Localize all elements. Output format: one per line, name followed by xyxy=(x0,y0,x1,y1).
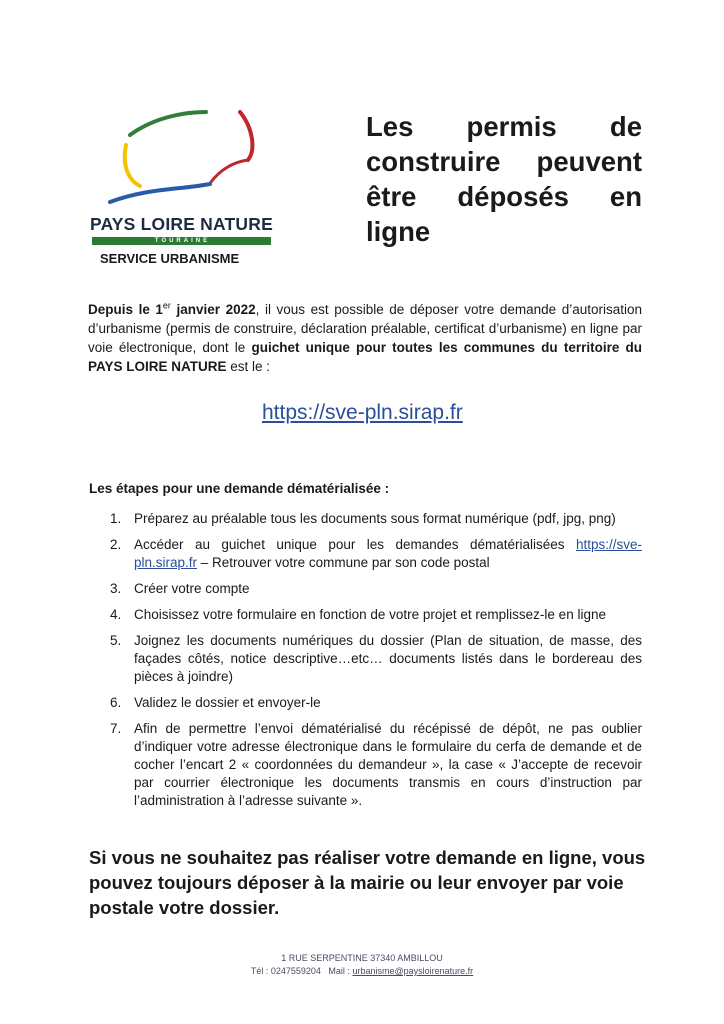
title-line: construire peuvent xyxy=(366,146,642,177)
logo-blue-swoosh xyxy=(110,184,210,202)
footer-address: 1 RUE SERPENTINE 37340 AMBILLOU xyxy=(281,953,443,963)
step-text: Joignez les documents numériques du dossier (Plan de situation, de masse, des façades côtés, notice descriptive…etc… documents listés dans le bordereau des pièces à joindre) xyxy=(134,633,642,684)
step-text: Accéder au guichet unique pour les demandes dématérialisées xyxy=(134,537,576,552)
footer-mail-link[interactable]: urbanisme@paysloirenature.fr xyxy=(352,966,474,976)
step-text: Validez le dossier et envoyer-le xyxy=(134,695,321,710)
step-number: 7. xyxy=(110,721,122,736)
step-number: 1. xyxy=(110,511,122,526)
steps-heading: Les étapes pour une demande dématérialisée : xyxy=(89,481,390,496)
step-number: 5. xyxy=(110,633,122,648)
intro-date-sup: er xyxy=(162,300,171,311)
intro-date-start: Depuis le 1 xyxy=(88,302,163,317)
step-text: Afin de permettre l’envoi dématérialisé du récépissé de dépôt, ne pas oublier d’indiquer votre adresse électronique dans le formulaire du cerfa de demande et de cocher l’encart 2 « coordonnées du demandeur », la case « J’accepte de recevoir par courrier électronique les documents transmis en cours d’instruction par l’administration à l’adresse suivante ». xyxy=(134,721,642,808)
step-number: 6. xyxy=(110,695,122,710)
step-text: – Retrouver votre commune par son code postal xyxy=(197,555,490,570)
intro-text: , il vous est possible de déposer votre demande d’autorisation d’urbanisme (permis de construire, déclaration préalable, certificat d’urbanisme) en ligne par voie électronique, dont le xyxy=(88,302,642,355)
logo-red-swoosh xyxy=(240,112,252,160)
intro-text-end: est le : xyxy=(226,359,271,374)
step-item xyxy=(110,510,642,528)
guichet-link[interactable]: https://sve-pln.sirap.fr xyxy=(262,401,463,424)
step-number: 3. xyxy=(110,581,122,596)
steps-list xyxy=(110,510,642,818)
footer-phone: Tél : 0247559204 xyxy=(250,966,321,976)
logo-name: PAYS LOIRE NATURE xyxy=(90,214,273,234)
intro-guichet: guichet unique pour toutes les communes du territoire du PAYS LOIRE NATURE xyxy=(88,340,642,374)
step-item xyxy=(110,580,642,598)
step-item xyxy=(110,694,642,712)
footer-contact xyxy=(0,965,724,978)
title-line: Les permis de xyxy=(366,111,642,142)
logo-green-swoosh xyxy=(130,112,206,135)
step-text: Créer votre compte xyxy=(134,581,250,596)
intro-paragraph xyxy=(88,300,642,376)
logo-red-swoosh-2 xyxy=(211,160,248,182)
step-item xyxy=(110,632,642,686)
step-item xyxy=(110,536,642,572)
closing-statement: Si vous ne souhaitez pas réaliser votre demande en ligne, vous pouvez toujours déposer à la mairie ou leur envoyer par voie postale votre dossier. xyxy=(89,847,646,918)
step-number: 4. xyxy=(110,607,122,622)
logo-mark-icon xyxy=(108,110,258,210)
step-item xyxy=(110,720,642,810)
logo-subtitle: TOURAINE xyxy=(154,238,211,244)
pays-loire-nature-logo xyxy=(90,110,275,270)
footer-mail-label: Mail : xyxy=(328,966,350,976)
step-number: 2. xyxy=(110,537,122,552)
footer xyxy=(0,952,724,978)
step-item xyxy=(110,606,642,624)
page-title xyxy=(366,109,642,249)
service-label: SERVICE URBANISME xyxy=(100,251,240,266)
step-text: Choisissez votre formulaire en fonction de votre projet et remplissez-le en ligne xyxy=(134,607,606,622)
title-line: ligne xyxy=(366,216,431,247)
logo-yellow-swoosh xyxy=(125,145,140,186)
intro-date-end: janvier 2022 xyxy=(170,302,256,317)
step-text: Préparez au préalable tous les documents sous format numérique (pdf, jpg, png) xyxy=(134,511,616,526)
title-line: être déposés en xyxy=(366,181,642,212)
step-guichet-link[interactable]: https://sve-pln.sirap.fr xyxy=(134,537,642,570)
